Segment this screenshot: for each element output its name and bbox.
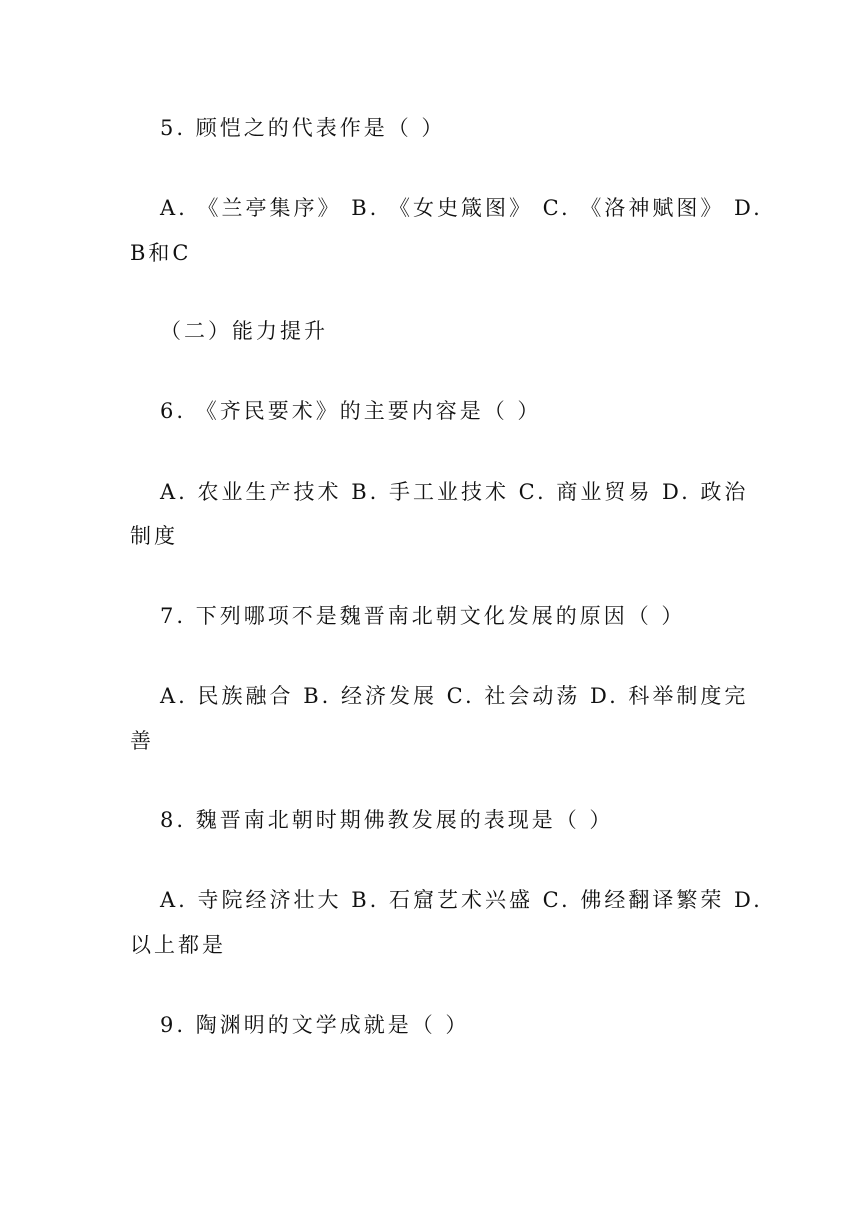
question-7-options: A. 民族融合 B. 经济发展 C. 社会动荡 D. 科举制度完 (160, 684, 749, 708)
question-5-options-continued: B和C (130, 241, 192, 265)
question-8-options-continued: 以上都是 (130, 933, 226, 957)
section-heading: （二）能力提升 (160, 319, 328, 343)
question-5-options: A. 《兰亭集序》 B. 《女史箴图》 C. 《洛神赋图》 D. (160, 196, 763, 220)
question-9: 9. 陶渊明的文学成就是（ ） (160, 1013, 470, 1037)
question-8-options: A. 寺院经济壮大 B. 石窟艺术兴盛 C. 佛经翻译繁荣 D. (160, 888, 763, 912)
question-6-options: A. 农业生产技术 B. 手工业技术 C. 商业贸易 D. 政治 (160, 480, 749, 504)
question-7: 7. 下列哪项不是魏晋南北朝文化发展的原因（ ） (160, 604, 686, 628)
question-6-options-continued: 制度 (130, 524, 178, 548)
question-8: 8. 魏晋南北朝时期佛教发展的表现是（ ） (160, 808, 614, 832)
question-5: 5. 顾恺之的代表作是（ ） (160, 116, 446, 140)
question-7-options-continued: 善 (130, 729, 154, 753)
question-6: 6. 《齐民要术》的主要内容是（ ） (160, 399, 542, 423)
